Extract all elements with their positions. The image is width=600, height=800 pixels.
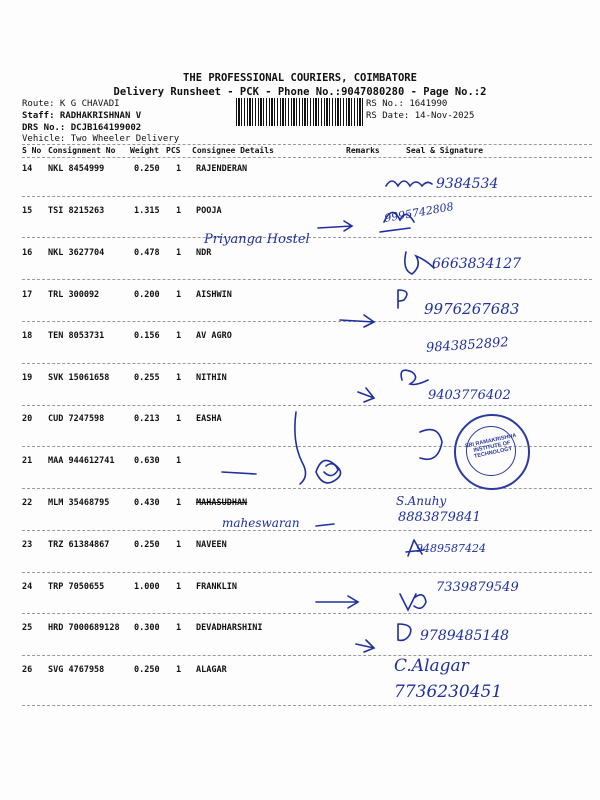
row-consignee: AISHWIN xyxy=(196,290,232,300)
row-sno: 20 xyxy=(22,414,33,424)
row-weight: 0.250 xyxy=(134,164,160,174)
row-pcs: 1 xyxy=(176,248,182,258)
row-consignment: NKL 8454999 xyxy=(48,164,105,174)
handwritten-phone: 9843852892 xyxy=(425,335,510,356)
college-stamp xyxy=(454,414,530,490)
signature-scribble xyxy=(398,290,407,308)
vehicle-label: Vehicle: Two Wheeler Delivery xyxy=(22,134,180,144)
handwritten-phone: 8883879841 xyxy=(398,510,481,525)
signature-scribble xyxy=(386,181,432,186)
arrow-icon xyxy=(318,221,352,231)
company-name: THE PROFESSIONAL COURIERS, COIMBATORE xyxy=(183,72,417,84)
handwritten-phone: 9489587424 xyxy=(416,542,486,555)
arrow-icon xyxy=(356,640,374,652)
arrow-icon xyxy=(316,596,358,608)
route-label: Route: K G CHAVADI xyxy=(22,99,120,109)
row-pcs: 1 xyxy=(176,623,182,633)
row-pcs: 1 xyxy=(176,373,182,383)
row-consignment: TRZ 61384867 xyxy=(48,540,110,550)
signature-scribble xyxy=(316,524,334,526)
row-weight: 1.000 xyxy=(134,582,160,592)
handwritten-phone: 9976267683 xyxy=(424,300,520,318)
runsheet-subtitle: Delivery Runsheet - PCK - Phone No.:9047080280 - Page No.:2 xyxy=(113,86,487,98)
row-sno: 25 xyxy=(22,623,33,633)
col-consignee: Consignee Details xyxy=(192,146,274,155)
row-weight: 0.478 xyxy=(134,248,160,258)
row-weight: 0.200 xyxy=(134,290,160,300)
row-consignee: RAJENDERAN xyxy=(196,164,248,174)
row-sno: 17 xyxy=(22,290,33,300)
handwritten-phone: 9384534 xyxy=(436,176,499,192)
row-weight: 0.156 xyxy=(134,331,160,341)
rs-date: RS Date: 14-Nov-2025 xyxy=(366,111,475,121)
signature-scribble xyxy=(222,472,256,474)
signature-scribble xyxy=(420,430,442,460)
row-consignee: EASHA xyxy=(196,414,222,424)
row-sno: 23 xyxy=(22,540,33,550)
handwritten-note: maheswaran xyxy=(222,516,300,530)
col-sno: S No xyxy=(22,146,42,155)
row-pcs: 1 xyxy=(176,331,182,341)
handwritten-phone: 9403776402 xyxy=(428,388,511,403)
col-remarks: Remarks xyxy=(346,146,380,155)
row-consignee: AV AGRO xyxy=(196,331,232,341)
row-sno: 15 xyxy=(22,206,33,216)
row-sno: 26 xyxy=(22,665,33,675)
signature-scribble xyxy=(401,370,428,384)
row-consignment: SVK 15061658 xyxy=(48,373,110,383)
stamp-text: SRI RAMAKRISHNA INSTITUTE OF TECHNOLOGY xyxy=(464,432,517,460)
drs-number: DRS No.: DCJB164199002 xyxy=(22,123,142,133)
signature-scribble xyxy=(398,624,411,640)
arrow-icon xyxy=(340,315,374,327)
row-consignment: NKL 3627704 xyxy=(48,248,105,258)
col-pcs: PCS xyxy=(166,146,181,155)
rs-number: RS No.: 1641990 xyxy=(366,99,448,109)
handwritten-phone: 7736230451 xyxy=(394,682,503,702)
row-pcs: 1 xyxy=(176,206,182,216)
col-weight: Weight xyxy=(130,146,159,155)
signature-scribble xyxy=(400,594,426,610)
signature-scribble xyxy=(295,412,306,484)
row-consignment: CUD 7247598 xyxy=(48,414,105,424)
row-pcs: 1 xyxy=(176,540,182,550)
row-weight: 1.315 xyxy=(134,206,160,216)
row-weight: 0.250 xyxy=(134,540,160,550)
handwritten-phone: 7339879549 xyxy=(436,580,519,595)
row-consignee: ALAGAR xyxy=(196,665,227,675)
row-pcs: 1 xyxy=(176,498,182,508)
handwritten-signature: C.Alagar xyxy=(394,656,469,676)
row-consignment: TSI 8215263 xyxy=(48,206,105,216)
handwritten-signature: S.Anuhy xyxy=(396,494,447,508)
row-pcs: 1 xyxy=(176,290,182,300)
signature-scribble xyxy=(324,464,338,476)
row-sno: 22 xyxy=(22,498,33,508)
row-consignee: DEVADHARSHINI xyxy=(196,623,263,633)
row-consignment: TRP 7050655 xyxy=(48,582,105,592)
arrow-icon xyxy=(358,388,374,402)
col-consignment: Consignment No xyxy=(48,146,116,155)
signature-scribble xyxy=(405,252,434,274)
col-seal: Seal & Signature xyxy=(406,146,484,155)
row-consignee: NITHIN xyxy=(196,373,227,383)
row-weight: 0.255 xyxy=(134,373,160,383)
row-consignment: SVG 4767958 xyxy=(48,665,105,675)
row-pcs: 1 xyxy=(176,665,182,675)
row-weight: 0.213 xyxy=(134,414,160,424)
row-weight: 0.630 xyxy=(134,456,160,466)
row-weight: 0.250 xyxy=(134,665,160,675)
row-sno: 14 xyxy=(22,164,33,174)
row-pcs: 1 xyxy=(176,164,182,174)
row-sno: 18 xyxy=(22,331,33,341)
row-pcs: 1 xyxy=(176,414,182,424)
row-sno: 24 xyxy=(22,582,33,592)
row-consignee: NDR xyxy=(196,248,212,258)
row-consignee: FRANKLIN xyxy=(196,582,237,592)
row-sno: 19 xyxy=(22,373,33,383)
row-weight: 0.300 xyxy=(134,623,160,633)
row-consignment: TEN 8053731 xyxy=(48,331,105,341)
row-pcs: 1 xyxy=(176,456,182,466)
handwritten-phone: 9789485148 xyxy=(420,628,510,644)
row-consignment: MLM 35468795 xyxy=(48,498,110,508)
row-consignment: MAA 944612741 xyxy=(48,456,115,466)
row-sno: 16 xyxy=(22,248,33,258)
row-consignee: NAVEEN xyxy=(196,540,227,550)
row-weight: 0.430 xyxy=(134,498,160,508)
row-sno: 21 xyxy=(22,456,33,466)
row-consignment: HRD 7000689128 xyxy=(48,623,120,633)
handwritten-phone: 6663834127 xyxy=(432,256,522,272)
row-consignee: POOJA xyxy=(196,206,222,216)
row-consignee: MAHASUDHAN xyxy=(196,498,248,508)
row-consignment: TRL 300092 xyxy=(48,290,100,300)
row-pcs: 1 xyxy=(176,582,182,592)
staff-label: Staff: RADHAKRISHNAN V xyxy=(22,111,142,121)
handwritten-phone: 9995742808 xyxy=(383,200,455,225)
handwritten-note: Priyanga Hostel xyxy=(204,232,310,247)
